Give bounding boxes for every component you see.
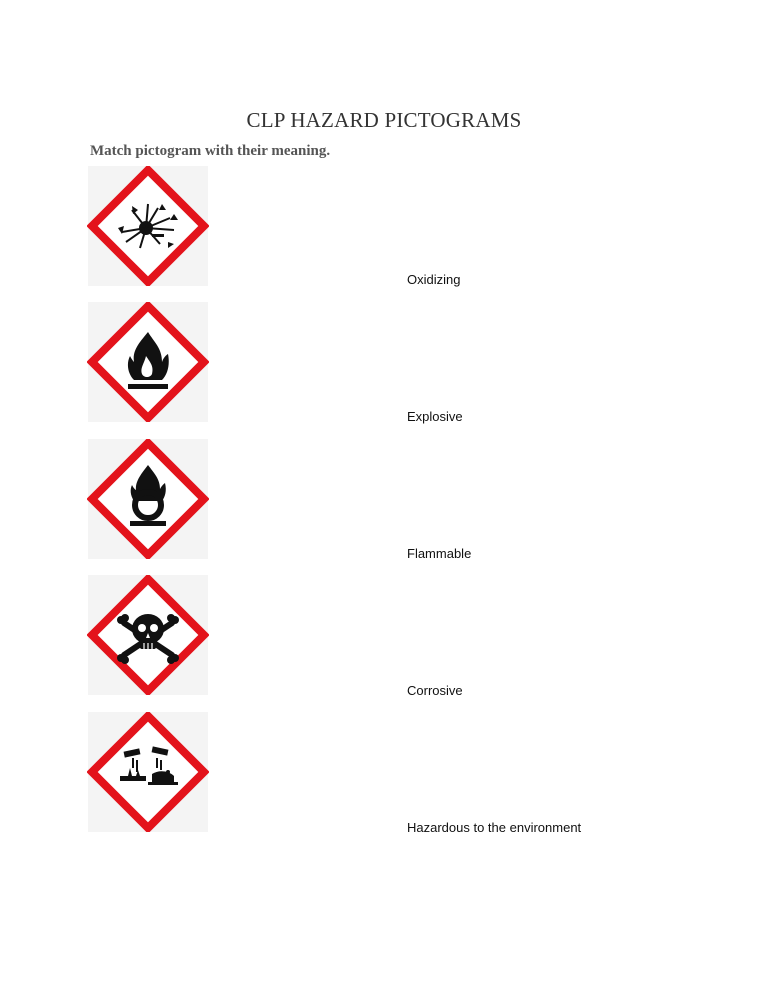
- meaning-corrosive: Corrosive: [407, 683, 463, 698]
- instruction-text: Match pictogram with their meaning.: [90, 143, 331, 159]
- meaning-hazardous-environment: Hazardous to the environment: [407, 820, 582, 835]
- page-title: CLP HAZARD PICTOGRAMS: [246, 108, 522, 132]
- meaning-oxidizing: Oxidizing: [407, 272, 461, 287]
- toxic-pictogram: [87, 575, 209, 695]
- oxidizing-icon: [87, 439, 209, 559]
- flammable-icon: [87, 302, 209, 422]
- toxic-skull-icon: [87, 575, 209, 695]
- explosive-icon: [87, 166, 209, 286]
- corrosive-icon: [87, 712, 209, 832]
- flammable-pictogram: [87, 302, 209, 422]
- corrosive-pictogram: [87, 712, 209, 832]
- meaning-flammable: Flammable: [407, 546, 472, 561]
- oxidizing-pictogram: [87, 439, 209, 559]
- meaning-explosive: Explosive: [407, 409, 463, 424]
- explosive-pictogram: [87, 166, 209, 286]
